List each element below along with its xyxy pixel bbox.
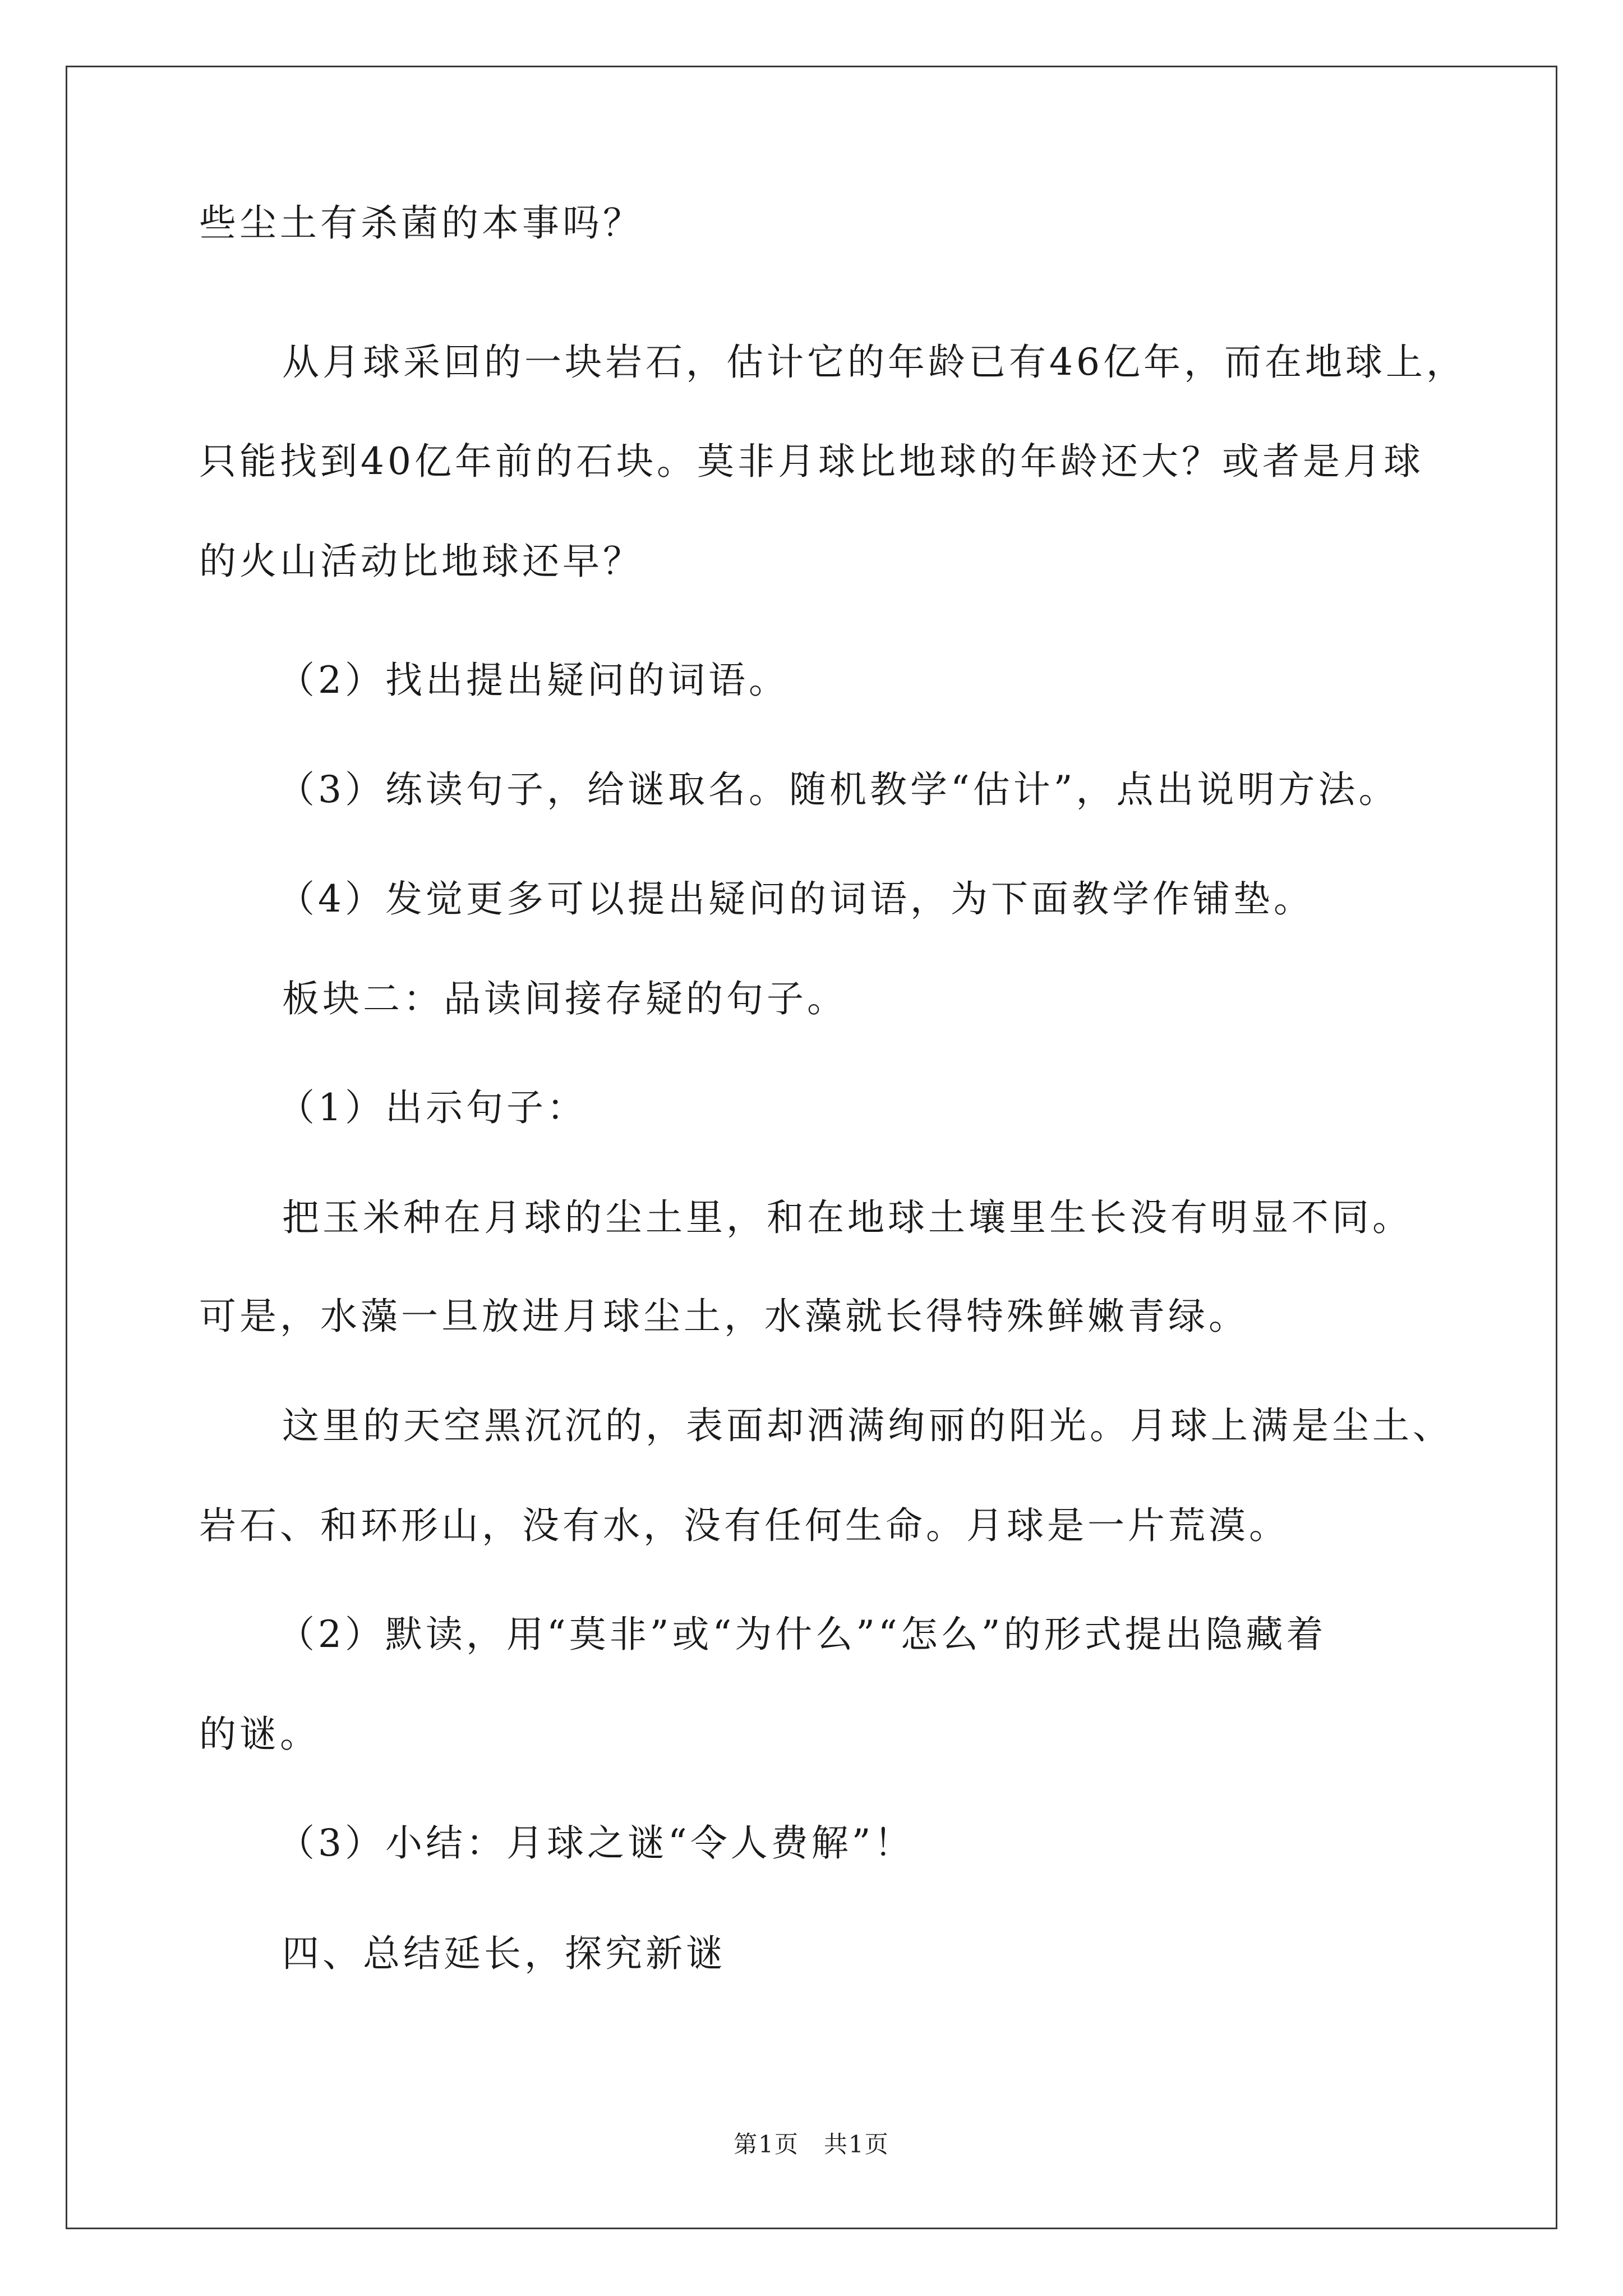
text-line: 从月球采回的一块岩石，估计它的年龄已有46亿年，而在地球上， (282, 341, 1467, 384)
text-line: 可是，水藻一旦放进月球尘土，水藻就长得特殊鲜嫩青绿。 (199, 1295, 1249, 1338)
text-line: 的火山活动比地球还早？ (199, 540, 643, 583)
section-heading: 板块二：品读间接存疑的句子。 (282, 977, 847, 1020)
text-line: 只能找到40亿年前的石块。莫非月球比地球的年龄还大？或者是月球 (199, 440, 1424, 483)
text-line: 这里的天空黑沉沉的，表面却洒满绚丽的阳光。月球上满是尘土、 (282, 1404, 1453, 1447)
text-line: （3）小结：月球之谜“令人费解”！ (278, 1821, 915, 1865)
page-border (66, 66, 1557, 2229)
text-line: 的谜。 (199, 1713, 320, 1756)
section-heading: 四、总结延长，探究新谜 (282, 1932, 726, 1975)
page-total: 共1页 (824, 2131, 889, 2158)
text-line: （2）找出提出疑问的词语。 (278, 659, 789, 702)
page-number: 第1页 (734, 2131, 799, 2158)
text-line: （4）发觉更多可以提出疑问的词语，为下面教学作铺垫。 (278, 877, 1314, 921)
text-line: （3）练读句子，给谜取名。随机教学“估计”，点出说明方法。 (278, 768, 1399, 811)
text-line: 些尘土有杀菌的本事吗？ (199, 201, 643, 245)
page-footer (0, 2126, 1623, 2160)
text-line: 岩石、和环形山，没有水，没有任何生命。月球是一片荒漠。 (199, 1504, 1289, 1547)
text-line: 把玉米种在月球的尘土里，和在地球土壤里生长没有明显不同。 (282, 1196, 1413, 1239)
text-line: （1）出示句子： (278, 1086, 587, 1129)
text-line: （2）默读，用“莫非”或“为什么”“怎么”的形式提出隐藏着 (278, 1613, 1327, 1656)
